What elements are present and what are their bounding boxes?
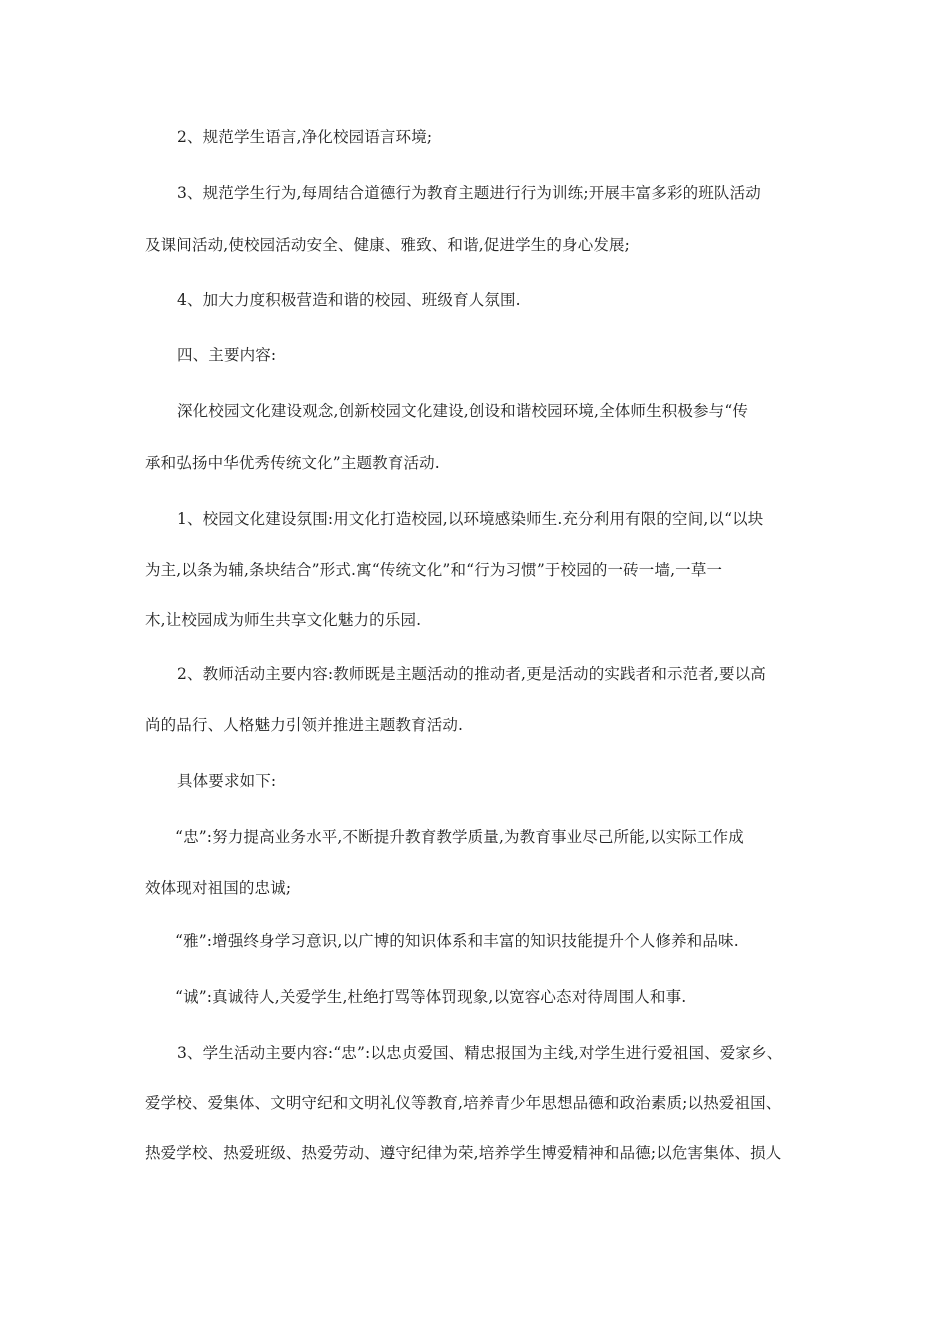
text-line: 3、学生活动主要内容:“忠”:以忠贞爱国、精忠报国为主线,对学生进行爱祖国、爱家乡、: [177, 1044, 783, 1062]
text-line: 2、教师活动主要内容:教师既是主题活动的推动者,更是活动的实践者和示范者,要以高: [177, 665, 766, 683]
text-line: 深化校园文化建设观念,创新校园文化建设,创设和谐校园环境,全体师生积极参与“传: [177, 402, 749, 420]
text-line: 具体要求如下:: [177, 772, 277, 790]
text-line: 承和弘扬中华优秀传统文化”主题教育活动.: [145, 454, 440, 472]
text-line: 2、规范学生语言,净化校园语言环境;: [177, 128, 433, 146]
text-line: 4、加大力度积极营造和谐的校园、班级育人氛围.: [177, 291, 521, 309]
text-line: “雅”:增强终身学习意识,以广博的知识体系和丰富的知识技能提升个人修养和品味.: [175, 932, 739, 950]
text-line: 爱学校、爱集体、文明守纪和文明礼仪等教育,培养青少年思想品德和政治素质;以热爱祖国、: [145, 1094, 782, 1112]
text-line: 3、规范学生行为,每周结合道德行为教育主题进行行为训练;开展丰富多彩的班队活动: [177, 184, 761, 202]
text-line: 木,让校园成为师生共享文化魅力的乐园.: [145, 611, 422, 629]
section-heading: 四、主要内容:: [177, 346, 277, 364]
text-line: 及课间活动,使校园活动安全、健康、雅致、和谐,促进学生的身心发展;: [145, 236, 631, 254]
text-line: “忠”:努力提高业务水平,不断提升教育教学质量,为教育事业尽己所能,以实际工作成: [175, 828, 744, 846]
text-line: 效体现对祖国的忠诚;: [145, 879, 292, 897]
text-line: 热爱学校、热爱班级、热爱劳动、遵守纪律为荣,培养学生博爱精神和品德;以危害集体、损人: [145, 1144, 782, 1162]
text-line: 尚的品行、人格魅力引领并推进主题教育活动.: [145, 716, 464, 734]
text-line: 1、校园文化建设氛围:用文化打造校园,以环境感染师生.充分利用有限的空间,以“以块: [177, 510, 764, 528]
text-line: 为主,以条为辅,条块结合”形式.寓“传统文化”和“行为习惯”于校园的一砖一墙,一草一: [145, 561, 723, 579]
text-line: “诚”:真诚待人,关爱学生,杜绝打骂等体罚现象,以宽容心态对待周围人和事.: [175, 988, 687, 1006]
